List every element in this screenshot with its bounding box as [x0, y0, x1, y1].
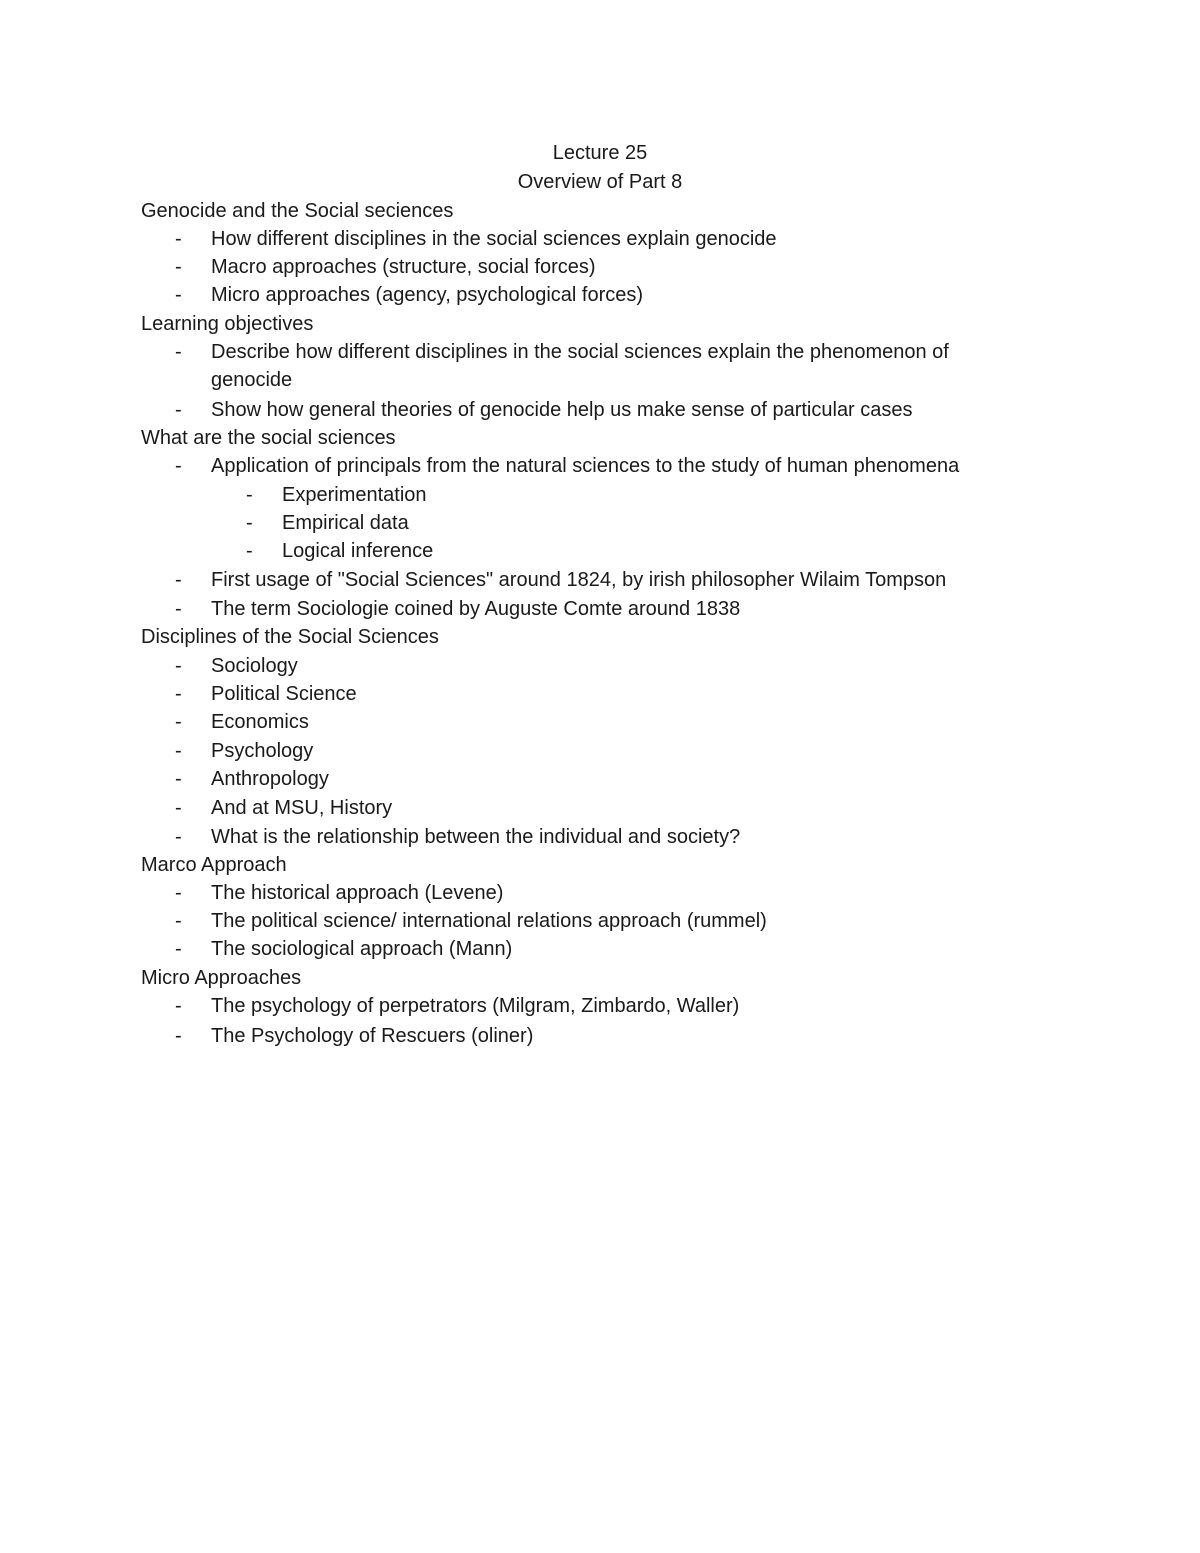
- list-item: What is the relationship between the individual and society?: [211, 826, 741, 848]
- section-heading: Marco Approach: [141, 854, 287, 876]
- list-item: The psychology of perpetrators (Milgram, Zimbardo, Waller): [211, 995, 740, 1017]
- bullet-dash: -: [175, 797, 182, 819]
- sub-list-item: Experimentation: [282, 484, 427, 506]
- list-item: Application of principals from the natural sciences to the study of human phenomena: [211, 455, 960, 477]
- bullet-dash: -: [175, 1025, 182, 1047]
- section-heading: What are the social sciences: [141, 427, 396, 449]
- list-item: The term Sociologie coined by Auguste Comte around 1838: [211, 598, 741, 620]
- bullet-dash: -: [175, 655, 182, 677]
- list-item: And at MSU, History: [211, 797, 393, 819]
- bullet-dash: -: [175, 768, 182, 790]
- list-item: Show how general theories of genocide help us make sense of particular cases: [211, 399, 913, 421]
- list-item: The historical approach (Levene): [211, 882, 504, 904]
- sub-list-item: Empirical data: [282, 512, 409, 534]
- list-item: How different disciplines in the social sciences explain genocide: [211, 228, 777, 250]
- list-item: Micro approaches (agency, psychological forces): [211, 284, 644, 306]
- bullet-dash: -: [175, 740, 182, 762]
- list-item-continuation: genocide: [211, 369, 293, 391]
- bullet-dash: -: [175, 228, 182, 250]
- bullet-dash: -: [175, 882, 182, 904]
- bullet-dash: -: [175, 910, 182, 932]
- list-item: Describe how different disciplines in the social sciences explain the phenomenon of: [211, 341, 949, 363]
- list-item: The political science/ international relations approach (rummel): [211, 910, 767, 932]
- list-item: Political Science: [211, 683, 357, 705]
- bullet-dash: -: [175, 938, 182, 960]
- bullet-dash: -: [175, 826, 182, 848]
- bullet-dash: -: [175, 455, 182, 477]
- list-item: The Psychology of Rescuers (oliner): [211, 1025, 534, 1047]
- list-item: The sociological approach (Mann): [211, 938, 513, 960]
- list-item: Economics: [211, 711, 309, 733]
- bullet-dash: -: [246, 512, 253, 534]
- bullet-dash: -: [175, 284, 182, 306]
- section-heading: Genocide and the Social seciences: [141, 200, 454, 222]
- bullet-dash: -: [175, 598, 182, 620]
- list-item: Macro approaches (structure, social forces): [211, 256, 596, 278]
- list-item: Sociology: [211, 655, 298, 677]
- bullet-dash: -: [175, 995, 182, 1017]
- section-heading: Micro Approaches: [141, 967, 302, 989]
- bullet-dash: -: [246, 540, 253, 562]
- document-subtitle: Overview of Part 8: [517, 171, 683, 193]
- section-heading: Learning objectives: [141, 313, 314, 335]
- list-item: First usage of "Social Sciences" around 1824, by irish philosopher Wilaim Tompson: [211, 569, 947, 591]
- bullet-dash: -: [175, 683, 182, 705]
- list-item: Psychology: [211, 740, 314, 762]
- bullet-dash: -: [246, 484, 253, 506]
- section-heading: Disciplines of the Social Sciences: [141, 626, 439, 648]
- bullet-dash: -: [175, 711, 182, 733]
- list-item: Anthropology: [211, 768, 329, 790]
- bullet-dash: -: [175, 341, 182, 363]
- document-title: Lecture 25: [552, 142, 648, 164]
- bullet-dash: -: [175, 399, 182, 421]
- bullet-dash: -: [175, 256, 182, 278]
- sub-list-item: Logical inference: [282, 540, 434, 562]
- bullet-dash: -: [175, 569, 182, 591]
